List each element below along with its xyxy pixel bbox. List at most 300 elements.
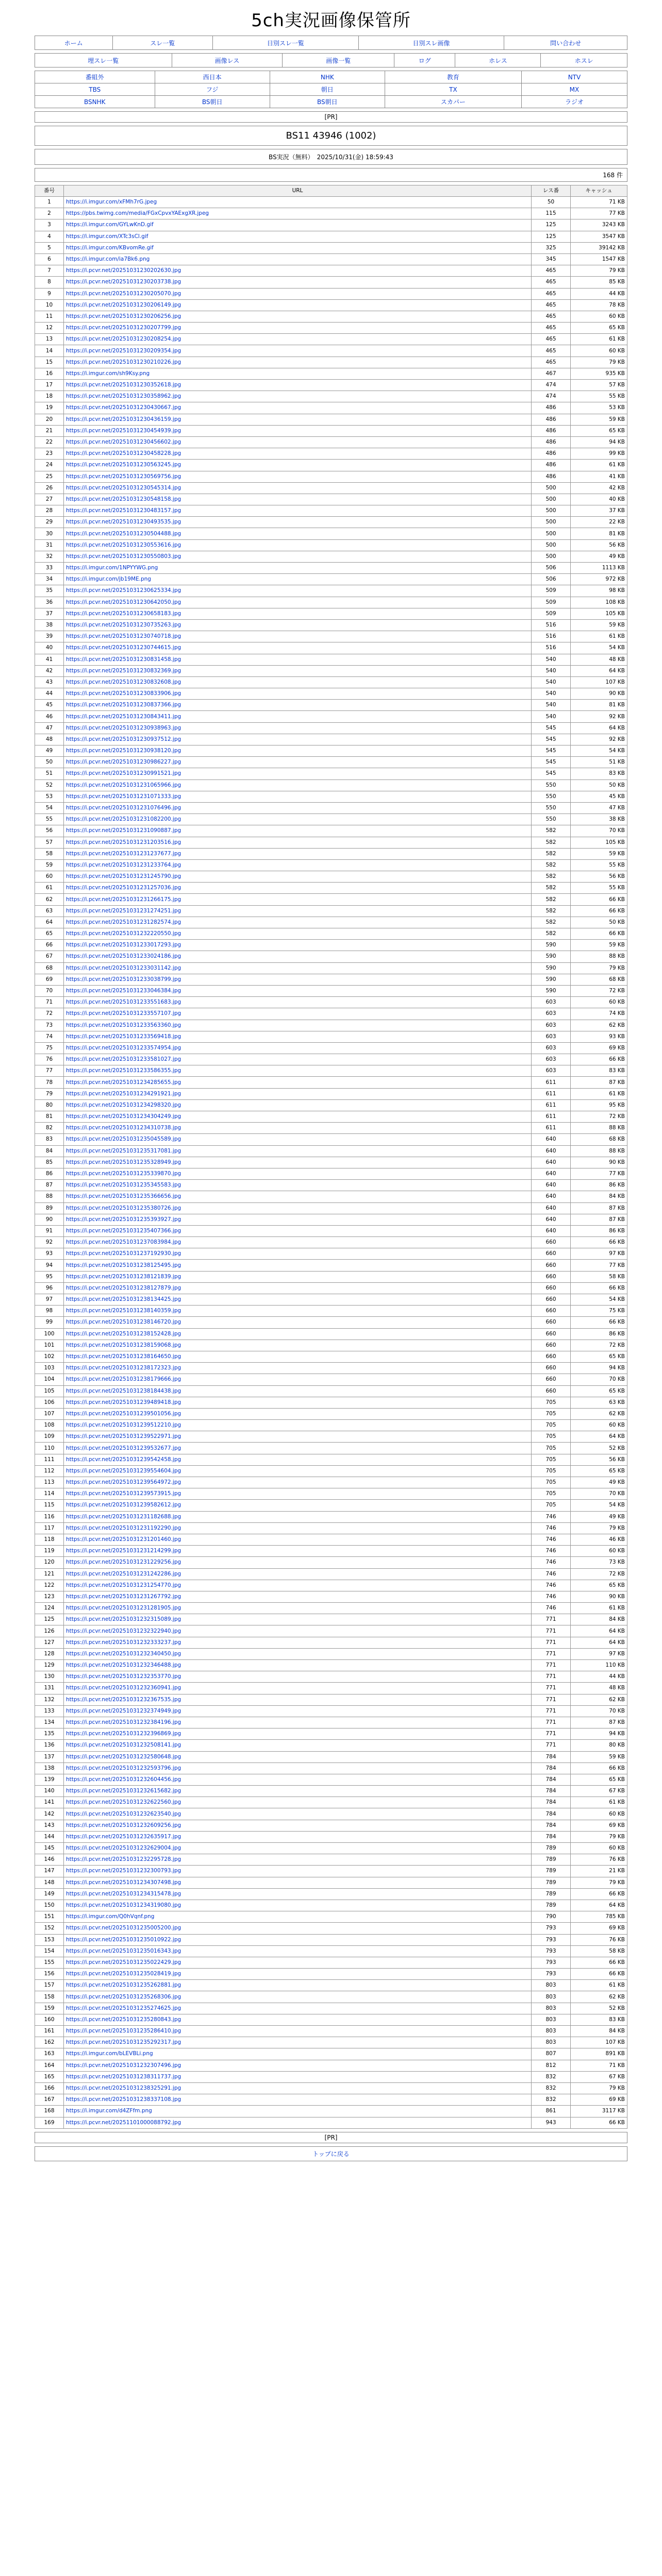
- row-cache-size[interactable]: 65 KB: [571, 1774, 627, 1785]
- image-url-link[interactable]: https://i.pcvr.net/20251031239501056.jpg: [66, 1410, 181, 1417]
- image-url-link[interactable]: https://i.pcvr.net/20251031230436159.jpg: [66, 416, 181, 422]
- image-url-link[interactable]: https://i.pcvr.net/20251031231192290.jpg: [66, 1524, 181, 1531]
- row-cache-size[interactable]: 61 KB: [571, 1603, 627, 1614]
- row-cache-size[interactable]: 52 KB: [571, 1443, 627, 1454]
- row-cache-size[interactable]: 66 KB: [571, 894, 627, 905]
- row-res-number[interactable]: 516: [532, 642, 571, 654]
- image-url-link[interactable]: https://i.pcvr.net/20251031232315089.jpg: [66, 1616, 181, 1623]
- row-res-number[interactable]: 640: [532, 1191, 571, 1202]
- row-cache-size[interactable]: 68 KB: [571, 974, 627, 985]
- image-url-link[interactable]: https://i.pcvr.net/20251031235262881.jpg: [66, 1982, 181, 1989]
- row-res-number[interactable]: 660: [532, 1340, 571, 1351]
- image-url-link[interactable]: https://i.pcvr.net/20251031234307498.jpg: [66, 1879, 181, 1886]
- row-cache-size[interactable]: 60 KB: [571, 1420, 627, 1431]
- image-url-link[interactable]: https://i.pcvr.net/20251031235016343.jpg: [66, 1947, 181, 1954]
- row-cache-size[interactable]: 53 KB: [571, 402, 627, 414]
- row-cache-size[interactable]: 52 KB: [571, 2003, 627, 2014]
- row-cache-size[interactable]: 87 KB: [571, 1717, 627, 1728]
- nav-link[interactable]: スレ一覧: [150, 39, 175, 47]
- row-res-number[interactable]: 832: [532, 2071, 571, 2082]
- nav-link[interactable]: ホーム: [64, 39, 83, 47]
- row-cache-size[interactable]: 72 KB: [571, 985, 627, 996]
- row-cache-size[interactable]: 70 KB: [571, 1488, 627, 1500]
- row-res-number[interactable]: 582: [532, 825, 571, 837]
- category-item[interactable]: [155, 71, 270, 83]
- row-cache-size[interactable]: 61 KB: [571, 334, 627, 345]
- row-cache-size[interactable]: 76 KB: [571, 1934, 627, 1945]
- image-url-link[interactable]: https://i.pcvr.net/20251031235366656.jpg: [66, 1193, 181, 1200]
- row-res-number[interactable]: 550: [532, 814, 571, 825]
- image-url-link[interactable]: https://i.pcvr.net/20251031232374949.jpg: [66, 1707, 181, 1714]
- row-cache-size[interactable]: 70 KB: [571, 1705, 627, 1717]
- nav-item[interactable]: [213, 36, 359, 50]
- image-url-link[interactable]: https://i.pcvr.net/20251031231082200.jpg: [66, 816, 181, 823]
- image-url-link[interactable]: https://i.pcvr.net/20251031239542458.jpg: [66, 1456, 181, 1463]
- image-url-link[interactable]: https://i.pcvr.net/20251031230832608.jpg: [66, 679, 181, 685]
- image-url-link[interactable]: https://i.pcvr.net/20251031230843411.jpg: [66, 713, 181, 720]
- row-cache-size[interactable]: 44 KB: [571, 288, 627, 299]
- nav-link[interactable]: 日別スレ画像: [412, 39, 450, 47]
- image-url-link[interactable]: https://pbs.twimg.com/media/FGxCpvxYAExgXR.jpeg: [66, 210, 209, 217]
- image-url-link[interactable]: https://i.pcvr.net/20251031238311737.jpg: [66, 2073, 181, 2080]
- row-cache-size[interactable]: 94 KB: [571, 1363, 627, 1374]
- row-cache-size[interactable]: 66 KB: [571, 905, 627, 917]
- row-res-number[interactable]: 803: [532, 2037, 571, 2048]
- row-res-number[interactable]: 705: [532, 1477, 571, 1488]
- image-url-link[interactable]: https://i.pcvr.net/20251031230430667.jpg: [66, 404, 181, 411]
- row-res-number[interactable]: 640: [532, 1202, 571, 1214]
- image-url-link[interactable]: https://i.pcvr.net/20251031230837366.jpg: [66, 702, 181, 708]
- image-url-link[interactable]: https://i.pcvr.net/20251031233031142.jpg: [66, 964, 181, 971]
- category-link[interactable]: フジ: [206, 86, 219, 93]
- row-cache-size[interactable]: 67 KB: [571, 1786, 627, 1797]
- row-cache-size[interactable]: 110 KB: [571, 1660, 627, 1671]
- row-res-number[interactable]: 705: [532, 1443, 571, 1454]
- image-url-link[interactable]: https://i.pcvr.net/20251031230744615.jpg: [66, 645, 181, 651]
- row-cache-size[interactable]: 78 KB: [571, 299, 627, 311]
- row-res-number[interactable]: 500: [532, 517, 571, 528]
- image-url-link[interactable]: https://i.pcvr.net/20251031233017293.jpg: [66, 942, 181, 948]
- image-url-link[interactable]: https://i.pcvr.net/20251031232367535.jpg: [66, 1696, 181, 1703]
- row-res-number[interactable]: 812: [532, 2060, 571, 2071]
- image-url-link[interactable]: https://i.pcvr.net/20251031233551683.jpg: [66, 999, 181, 1006]
- image-url-link[interactable]: https://i.pcvr.net/20251101000088792.jpg: [66, 2119, 181, 2126]
- image-url-link[interactable]: https://i.pcvr.net/20251031231201460.jpg: [66, 1536, 181, 1543]
- row-res-number[interactable]: 771: [532, 1740, 571, 1751]
- row-cache-size[interactable]: 94 KB: [571, 436, 627, 448]
- row-cache-size[interactable]: 67 KB: [571, 2071, 627, 2082]
- category-item[interactable]: [521, 96, 627, 108]
- image-url-link[interactable]: https://i.pcvr.net/20251031239564972.jpg: [66, 1479, 181, 1486]
- row-res-number[interactable]: 705: [532, 1488, 571, 1500]
- row-res-number[interactable]: 705: [532, 1420, 571, 1431]
- row-cache-size[interactable]: 55 KB: [571, 391, 627, 402]
- image-url-link[interactable]: https://i.pcvr.net/20251031235407366.jpg: [66, 1227, 181, 1234]
- image-url-link[interactable]: https://i.pcvr.net/20251031231242286.jpg: [66, 1570, 181, 1577]
- row-cache-size[interactable]: 97 KB: [571, 1248, 627, 1260]
- row-cache-size[interactable]: 61 KB: [571, 1797, 627, 1808]
- row-res-number[interactable]: 746: [532, 1591, 571, 1602]
- row-cache-size[interactable]: 74 KB: [571, 1008, 627, 1020]
- image-url-link[interactable]: https://i.pcvr.net/20251031235280843.jpg: [66, 2016, 181, 2023]
- row-cache-size[interactable]: 87 KB: [571, 1077, 627, 1088]
- row-cache-size[interactable]: 92 KB: [571, 711, 627, 722]
- image-url-link[interactable]: https://i.pcvr.net/20251031230642050.jpg: [66, 599, 181, 605]
- row-res-number[interactable]: 793: [532, 1934, 571, 1945]
- category-link[interactable]: 朝日: [321, 86, 334, 93]
- row-cache-size[interactable]: 77 KB: [571, 208, 627, 219]
- image-url-link[interactable]: https://i.pcvr.net/20251031231182688.jpg: [66, 1513, 181, 1520]
- row-res-number[interactable]: 500: [532, 494, 571, 505]
- image-url-link[interactable]: https://i.pcvr.net/20251031230550803.jpg: [66, 553, 181, 560]
- row-cache-size[interactable]: 75 KB: [571, 1306, 627, 1317]
- row-cache-size[interactable]: 68 KB: [571, 1134, 627, 1145]
- row-cache-size[interactable]: 71 KB: [571, 2060, 627, 2071]
- row-res-number[interactable]: 545: [532, 757, 571, 768]
- row-res-number[interactable]: 486: [532, 448, 571, 460]
- nav-link[interactable]: 日別スレ一覧: [267, 39, 304, 47]
- back-to-top-link[interactable]: トップに戻る: [312, 2150, 350, 2158]
- category-link[interactable]: NTV: [568, 73, 581, 81]
- image-url-link[interactable]: https://i.pcvr.net/20251031233574954.jpg: [66, 1044, 181, 1051]
- image-url-link[interactable]: https://i.pcvr.net/20251031233024186.jpg: [66, 953, 181, 960]
- row-res-number[interactable]: 660: [532, 1385, 571, 1397]
- row-res-number[interactable]: 467: [532, 368, 571, 379]
- image-url-link[interactable]: https://i.pcvr.net/20251031238146720.jpg: [66, 1319, 181, 1326]
- row-cache-size[interactable]: 66 KB: [571, 1888, 627, 1900]
- row-cache-size[interactable]: 76 KB: [571, 1854, 627, 1866]
- row-cache-size[interactable]: 69 KB: [571, 1820, 627, 1831]
- image-url-link[interactable]: https://i.pcvr.net/20251031230504488.jpg: [66, 530, 181, 537]
- image-url-link[interactable]: https://i.pcvr.net/20251031235292317.jpg: [66, 2039, 181, 2046]
- image-url-link[interactable]: https://i.pcvr.net/20251031232360941.jpg: [66, 1685, 181, 1691]
- row-cache-size[interactable]: 49 KB: [571, 551, 627, 562]
- row-res-number[interactable]: 784: [532, 1797, 571, 1808]
- row-cache-size[interactable]: 69 KB: [571, 1042, 627, 1054]
- row-res-number[interactable]: 590: [532, 985, 571, 996]
- row-cache-size[interactable]: 79 KB: [571, 1831, 627, 1842]
- row-cache-size[interactable]: 60 KB: [571, 345, 627, 357]
- category-link[interactable]: 番組外: [85, 74, 104, 81]
- pr-label-top[interactable]: [PR]: [35, 111, 627, 123]
- row-cache-size[interactable]: 77 KB: [571, 1260, 627, 1271]
- image-url-link[interactable]: https://i.pcvr.net/20251031238179666.jpg: [66, 1376, 181, 1383]
- row-cache-size[interactable]: 73 KB: [571, 1557, 627, 1568]
- image-url-link[interactable]: https://i.pcvr.net/20251031238125495.jpg: [66, 1262, 181, 1268]
- image-url-link[interactable]: https://i.pcvr.net/20251031233038799.jpg: [66, 976, 181, 982]
- category-item[interactable]: [35, 83, 155, 96]
- row-cache-size[interactable]: 56 KB: [571, 539, 627, 551]
- row-res-number[interactable]: 550: [532, 779, 571, 791]
- row-res-number[interactable]: 784: [532, 1762, 571, 1774]
- subnav-link[interactable]: 画像レス: [214, 57, 240, 64]
- image-url-link[interactable]: https://i.pcvr.net/20251031238325291.jpg: [66, 2085, 181, 2092]
- category-link[interactable]: NHK: [320, 73, 334, 81]
- row-res-number[interactable]: 705: [532, 1454, 571, 1465]
- image-url-link[interactable]: https://i.pcvr.net/20251031232340450.jpg: [66, 1650, 181, 1657]
- subnav-item[interactable]: [35, 54, 172, 67]
- image-url-link[interactable]: https://i.pcvr.net/20251031232623540.jpg: [66, 1810, 181, 1817]
- row-res-number[interactable]: 640: [532, 1157, 571, 1168]
- category-item[interactable]: [155, 96, 270, 108]
- image-url-link[interactable]: https://i.pcvr.net/20251031232307496.jpg: [66, 2062, 181, 2069]
- subnav-item[interactable]: [541, 54, 627, 67]
- row-cache-size[interactable]: 69 KB: [571, 1923, 627, 1934]
- row-res-number[interactable]: 611: [532, 1123, 571, 1134]
- row-res-number[interactable]: 771: [532, 1683, 571, 1694]
- row-res-number[interactable]: 540: [532, 676, 571, 688]
- image-url-link[interactable]: https://i.pcvr.net/20251031230209354.jpg: [66, 347, 181, 354]
- subnav-link[interactable]: ログ: [418, 57, 431, 64]
- image-url-link[interactable]: https://i.pcvr.net/20251031233563360.jpg: [66, 1022, 181, 1028]
- row-res-number[interactable]: 500: [532, 505, 571, 517]
- row-res-number[interactable]: 771: [532, 1660, 571, 1671]
- row-cache-size[interactable]: 65 KB: [571, 425, 627, 436]
- row-res-number[interactable]: 582: [532, 871, 571, 883]
- row-res-number[interactable]: 746: [532, 1522, 571, 1534]
- image-url-link[interactable]: https://i.pcvr.net/20251031230563245.jpg: [66, 462, 181, 468]
- row-cache-size[interactable]: 59 KB: [571, 1751, 627, 1762]
- row-res-number[interactable]: 582: [532, 859, 571, 871]
- row-cache-size[interactable]: 86 KB: [571, 1180, 627, 1191]
- image-url-link[interactable]: https://i.pcvr.net/20251031230206149.jpg: [66, 301, 181, 308]
- category-item[interactable]: [521, 83, 627, 96]
- row-res-number[interactable]: 943: [532, 2117, 571, 2128]
- category-link[interactable]: BSNHK: [84, 98, 106, 106]
- row-res-number[interactable]: 660: [532, 1374, 571, 1385]
- image-url-link[interactable]: https://i.pcvr.net/20251031231257036.jpg: [66, 885, 181, 891]
- row-cache-size[interactable]: 42 KB: [571, 482, 627, 494]
- row-cache-size[interactable]: 935 KB: [571, 368, 627, 379]
- row-res-number[interactable]: 486: [532, 436, 571, 448]
- row-res-number[interactable]: 660: [532, 1363, 571, 1374]
- row-res-number[interactable]: 486: [532, 471, 571, 482]
- row-cache-size[interactable]: 80 KB: [571, 1740, 627, 1751]
- row-res-number[interactable]: 771: [532, 1614, 571, 1625]
- row-res-number[interactable]: 465: [532, 323, 571, 334]
- row-cache-size[interactable]: 64 KB: [571, 722, 627, 734]
- row-cache-size[interactable]: 50 KB: [571, 779, 627, 791]
- row-res-number[interactable]: 540: [532, 711, 571, 722]
- image-url-link[interactable]: https://i.pcvr.net/20251031238159068.jpg: [66, 1342, 181, 1348]
- row-res-number[interactable]: 465: [532, 311, 571, 322]
- category-link[interactable]: 教育: [446, 74, 459, 81]
- row-res-number[interactable]: 660: [532, 1248, 571, 1260]
- row-res-number[interactable]: 506: [532, 574, 571, 585]
- row-res-number[interactable]: 486: [532, 460, 571, 471]
- row-cache-size[interactable]: 72 KB: [571, 1568, 627, 1580]
- image-url-link[interactable]: https://i.pcvr.net/20251031232609256.jpg: [66, 1822, 181, 1828]
- row-res-number[interactable]: 746: [532, 1557, 571, 1568]
- row-res-number[interactable]: 540: [532, 688, 571, 700]
- image-url-link[interactable]: https://i.pcvr.net/20251031235274625.jpg: [66, 2005, 181, 2011]
- row-cache-size[interactable]: 63 KB: [571, 1397, 627, 1408]
- row-res-number[interactable]: 486: [532, 402, 571, 414]
- image-url-link[interactable]: https://i.pcvr.net/20251031231214299.jpg: [66, 1548, 181, 1554]
- image-url-link[interactable]: https://i.pcvr.net/20251031234319080.jpg: [66, 1902, 181, 1909]
- row-cache-size[interactable]: 79 KB: [571, 357, 627, 368]
- category-link[interactable]: TX: [449, 86, 457, 93]
- nav-item[interactable]: [35, 36, 113, 50]
- row-res-number[interactable]: 582: [532, 928, 571, 940]
- row-cache-size[interactable]: 64 KB: [571, 1625, 627, 1637]
- row-res-number[interactable]: 582: [532, 905, 571, 917]
- row-res-number[interactable]: 784: [532, 1774, 571, 1785]
- row-res-number[interactable]: 506: [532, 563, 571, 574]
- row-cache-size[interactable]: 84 KB: [571, 1191, 627, 1202]
- row-res-number[interactable]: 582: [532, 894, 571, 905]
- nav-item[interactable]: [112, 36, 213, 50]
- image-url-link[interactable]: https://i.pcvr.net/20251031230210226.jpg: [66, 359, 181, 365]
- image-url-link[interactable]: https://i.pcvr.net/20251031232635917.jpg: [66, 1833, 181, 1840]
- image-url-link[interactable]: https://i.pcvr.net/20251031231281905.jpg: [66, 1605, 181, 1612]
- row-cache-size[interactable]: 66 KB: [571, 1237, 627, 1248]
- row-cache-size[interactable]: 88 KB: [571, 1123, 627, 1134]
- row-cache-size[interactable]: 86 KB: [571, 1225, 627, 1236]
- row-cache-size[interactable]: 40 KB: [571, 494, 627, 505]
- image-url-link[interactable]: https://i.pcvr.net/20251031231233764.jpg: [66, 861, 181, 868]
- row-res-number[interactable]: 660: [532, 1271, 571, 1282]
- image-url-link[interactable]: https://i.imgur.com/jb19ME.png: [66, 576, 151, 583]
- row-cache-size[interactable]: 69 KB: [571, 2094, 627, 2106]
- image-url-link[interactable]: https://i.pcvr.net/20251031232346488.jpg: [66, 1662, 181, 1669]
- row-res-number[interactable]: 545: [532, 768, 571, 779]
- image-url-link[interactable]: https://i.pcvr.net/20251031239532677.jpg: [66, 1445, 181, 1451]
- row-res-number[interactable]: 582: [532, 848, 571, 859]
- image-url-link[interactable]: https://i.pcvr.net/20251031239554604.jpg: [66, 1467, 181, 1474]
- image-url-link[interactable]: https://i.pcvr.net/20251031235286410.jpg: [66, 2028, 181, 2035]
- image-url-link[interactable]: https://i.pcvr.net/20251031235010922.jpg: [66, 1936, 181, 1943]
- subnav-link[interactable]: 埋スレ一覧: [88, 57, 119, 64]
- row-res-number[interactable]: 474: [532, 391, 571, 402]
- row-res-number[interactable]: 832: [532, 2082, 571, 2094]
- row-cache-size[interactable]: 56 KB: [571, 871, 627, 883]
- row-cache-size[interactable]: 3117 KB: [571, 2106, 627, 2117]
- row-cache-size[interactable]: 79 KB: [571, 962, 627, 974]
- image-url-link[interactable]: https://i.pcvr.net/20251031231229256.jpg: [66, 1559, 181, 1566]
- image-url-link[interactable]: https://i.pcvr.net/20251031233581027.jpg: [66, 1056, 181, 1063]
- row-cache-size[interactable]: 60 KB: [571, 1843, 627, 1854]
- row-res-number[interactable]: 640: [532, 1225, 571, 1236]
- row-res-number[interactable]: 784: [532, 1820, 571, 1831]
- row-res-number[interactable]: 611: [532, 1099, 571, 1111]
- row-cache-size[interactable]: 49 KB: [571, 1477, 627, 1488]
- row-cache-size[interactable]: 41 KB: [571, 471, 627, 482]
- category-item[interactable]: [521, 71, 627, 83]
- row-cache-size[interactable]: 64 KB: [571, 1900, 627, 1911]
- row-res-number[interactable]: 465: [532, 357, 571, 368]
- row-cache-size[interactable]: 97 KB: [571, 1648, 627, 1659]
- row-cache-size[interactable]: 71 KB: [571, 197, 627, 208]
- row-res-number[interactable]: 603: [532, 1008, 571, 1020]
- row-cache-size[interactable]: 62 KB: [571, 1020, 627, 1031]
- image-url-link[interactable]: https://i.pcvr.net/20251031233046384.jpg: [66, 988, 181, 994]
- subnav-item[interactable]: [394, 54, 455, 67]
- row-res-number[interactable]: 516: [532, 619, 571, 631]
- row-cache-size[interactable]: 64 KB: [571, 1637, 627, 1648]
- row-res-number[interactable]: 640: [532, 1168, 571, 1179]
- row-cache-size[interactable]: 99 KB: [571, 448, 627, 460]
- image-url-link[interactable]: https://i.pcvr.net/20251031230458228.jpg: [66, 450, 181, 457]
- image-url-link[interactable]: https://i.pcvr.net/20251031235345583.jpg: [66, 1182, 181, 1189]
- image-url-link[interactable]: https://i.pcvr.net/20251031230548158.jpg: [66, 496, 181, 502]
- row-cache-size[interactable]: 88 KB: [571, 1145, 627, 1157]
- row-cache-size[interactable]: 59 KB: [571, 414, 627, 425]
- row-cache-size[interactable]: 55 KB: [571, 859, 627, 871]
- row-cache-size[interactable]: 84 KB: [571, 2026, 627, 2037]
- image-url-link[interactable]: https://i.imgur.com/d4ZFfm.png: [66, 2108, 152, 2114]
- row-res-number[interactable]: 746: [532, 1511, 571, 1522]
- row-res-number[interactable]: 603: [532, 1065, 571, 1077]
- row-res-number[interactable]: 486: [532, 425, 571, 436]
- row-cache-size[interactable]: 83 KB: [571, 1065, 627, 1077]
- row-cache-size[interactable]: 62 KB: [571, 1991, 627, 2003]
- row-res-number[interactable]: 500: [532, 482, 571, 494]
- image-url-link[interactable]: https://i.pcvr.net/20251031237083984.jpg: [66, 1239, 181, 1246]
- row-cache-size[interactable]: 61 KB: [571, 460, 627, 471]
- row-res-number[interactable]: 509: [532, 608, 571, 619]
- image-url-link[interactable]: https://i.pcvr.net/20251031230986227.jpg: [66, 759, 181, 766]
- row-res-number[interactable]: 784: [532, 1786, 571, 1797]
- category-item[interactable]: [385, 83, 521, 96]
- row-cache-size[interactable]: 54 KB: [571, 1294, 627, 1306]
- row-res-number[interactable]: 746: [532, 1534, 571, 1545]
- image-url-link[interactable]: https://i.pcvr.net/20251031230206256.jpg: [66, 313, 181, 319]
- category-link[interactable]: BS朝日: [202, 98, 223, 106]
- row-res-number[interactable]: 793: [532, 1923, 571, 1934]
- row-cache-size[interactable]: 92 KB: [571, 734, 627, 745]
- row-res-number[interactable]: 640: [532, 1214, 571, 1225]
- row-cache-size[interactable]: 65 KB: [571, 323, 627, 334]
- row-cache-size[interactable]: 55 KB: [571, 883, 627, 894]
- row-res-number[interactable]: 660: [532, 1294, 571, 1306]
- image-url-link[interactable]: https://i.pcvr.net/20251031231090887.jpg: [66, 827, 181, 834]
- image-url-link[interactable]: https://i.pcvr.net/20251031230569756.jpg: [66, 473, 181, 480]
- row-res-number[interactable]: 125: [532, 219, 571, 231]
- row-res-number[interactable]: 603: [532, 1031, 571, 1042]
- row-cache-size[interactable]: 87 KB: [571, 1214, 627, 1225]
- row-cache-size[interactable]: 56 KB: [571, 1454, 627, 1465]
- row-res-number[interactable]: 789: [532, 1900, 571, 1911]
- row-cache-size[interactable]: 66 KB: [571, 1054, 627, 1065]
- row-res-number[interactable]: 705: [532, 1465, 571, 1477]
- row-cache-size[interactable]: 39142 KB: [571, 242, 627, 253]
- image-url-link[interactable]: https://i.pcvr.net/20251031235380726.jpg: [66, 1205, 181, 1211]
- row-cache-size[interactable]: 70 KB: [571, 1374, 627, 1385]
- row-res-number[interactable]: 465: [532, 345, 571, 357]
- category-item[interactable]: [155, 83, 270, 96]
- row-cache-size[interactable]: 86 KB: [571, 1328, 627, 1340]
- row-res-number[interactable]: 771: [532, 1705, 571, 1717]
- row-cache-size[interactable]: 81 KB: [571, 700, 627, 711]
- image-url-link[interactable]: https://i.pcvr.net/20251031230493535.jpg: [66, 519, 181, 526]
- image-url-link[interactable]: https://i.pcvr.net/20251031235317081.jpg: [66, 1147, 181, 1154]
- row-cache-size[interactable]: 54 KB: [571, 745, 627, 757]
- row-res-number[interactable]: 660: [532, 1328, 571, 1340]
- category-item[interactable]: [270, 96, 385, 108]
- image-url-link[interactable]: https://i.pcvr.net/20251031232322940.jpg: [66, 1628, 181, 1634]
- row-cache-size[interactable]: 59 KB: [571, 940, 627, 951]
- image-url-link[interactable]: https://i.imgur.com/KBvomRe.gif: [66, 244, 154, 251]
- row-res-number[interactable]: 803: [532, 2003, 571, 2014]
- row-cache-size[interactable]: 66 KB: [571, 2117, 627, 2128]
- row-res-number[interactable]: 660: [532, 1237, 571, 1248]
- row-cache-size[interactable]: 90 KB: [571, 1157, 627, 1168]
- row-cache-size[interactable]: 972 KB: [571, 574, 627, 585]
- image-url-link[interactable]: https://i.pcvr.net/20251031232622560.jpg: [66, 1799, 181, 1806]
- row-res-number[interactable]: 603: [532, 997, 571, 1008]
- row-res-number[interactable]: 115: [532, 208, 571, 219]
